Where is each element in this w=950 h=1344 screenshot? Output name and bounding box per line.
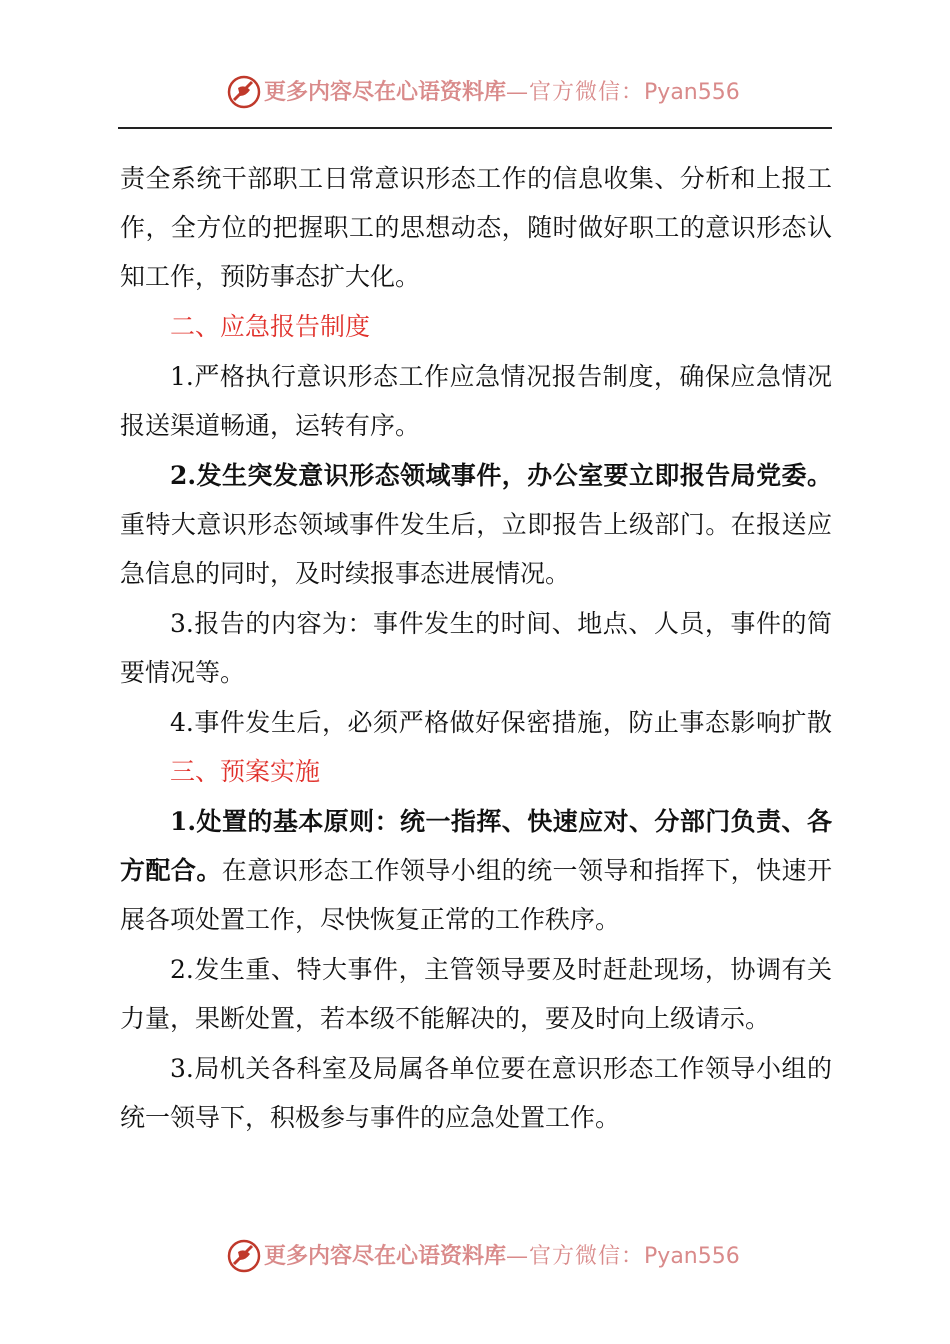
- wechat-id: Pyan556: [644, 80, 740, 105]
- text-line: 力量，果断处置，若本级不能解决的，要及时向上级请示。: [120, 1004, 771, 1033]
- text-line: 2.发生重、特大事件，主管领导要及时赶赴现场，协调有关: [170, 955, 832, 984]
- text-line: 要情况等。: [120, 658, 246, 687]
- official-label: 官方微信：: [529, 1244, 645, 1269]
- header-dash: —: [506, 1244, 530, 1269]
- text-line: 知工作，预防事态扩大化。: [120, 262, 421, 291]
- text-line: [120, 854, 832, 888]
- wechat-id: Pyan556: [644, 1244, 740, 1269]
- text-line: 急信息的同时，及时续报事态进展情况。: [120, 559, 571, 588]
- bold-text-line: 2.发生突发意识形态领域事件，办公室要立即报告局党委。: [170, 461, 832, 490]
- text-line: 作，全方位的把握职工的思想动态，随时做好职工的意识形态认: [120, 213, 832, 242]
- header-divider: [118, 127, 832, 129]
- header-banner-text: [264, 78, 740, 107]
- bold-phrase: 方配合。: [120, 856, 222, 885]
- text-line: 责全系统干部职工日常意识形态工作的信息收集、分析和上报工: [120, 164, 832, 193]
- section-heading: 二、应急报告制度: [170, 312, 371, 341]
- text-line: 4.事件发生后，必须严格做好保密措施，防止事态影响扩散: [170, 708, 832, 737]
- text-line: 1.严格执行意识形态工作应急情况报告制度，确保应急情况: [170, 362, 832, 391]
- text-span: 在意识形态工作领导小组的统一领导和指挥下，快速开: [221, 856, 832, 885]
- bold-text-line: 1.处置的基本原则：统一指挥、快速应对、分部门负责、各: [170, 807, 832, 836]
- brand-logo-icon: [226, 74, 262, 110]
- text-line: 3.报告的内容为：事件发生的时间、地点、人员，事件的简: [170, 609, 832, 638]
- page-footer: [0, 1236, 950, 1276]
- text-line: 3.局机关各科室及局属各单位要在意识形态工作领导小组的: [170, 1054, 832, 1083]
- text-line: 统一领导下，积极参与事件的应急处置工作。: [120, 1103, 621, 1132]
- brand-name: 更多内容尽在心语资料库: [264, 79, 507, 105]
- official-label: 官方微信：: [529, 80, 645, 105]
- brand-logo-icon: [226, 1238, 262, 1274]
- brand-name: 更多内容尽在心语资料库: [264, 1243, 507, 1269]
- text-line: 展各项处置工作，尽快恢复正常的工作秩序。: [120, 905, 621, 934]
- page-header: [0, 72, 950, 112]
- text-line: 报送渠道畅通，运转有序。: [120, 411, 421, 440]
- section-heading: 三、预案实施: [170, 757, 321, 786]
- header-dash: —: [506, 80, 530, 105]
- text-line: 重特大意识形态领域事件发生后，立即报告上级部门。在报送应: [120, 510, 832, 539]
- footer-banner-text: [264, 1242, 740, 1271]
